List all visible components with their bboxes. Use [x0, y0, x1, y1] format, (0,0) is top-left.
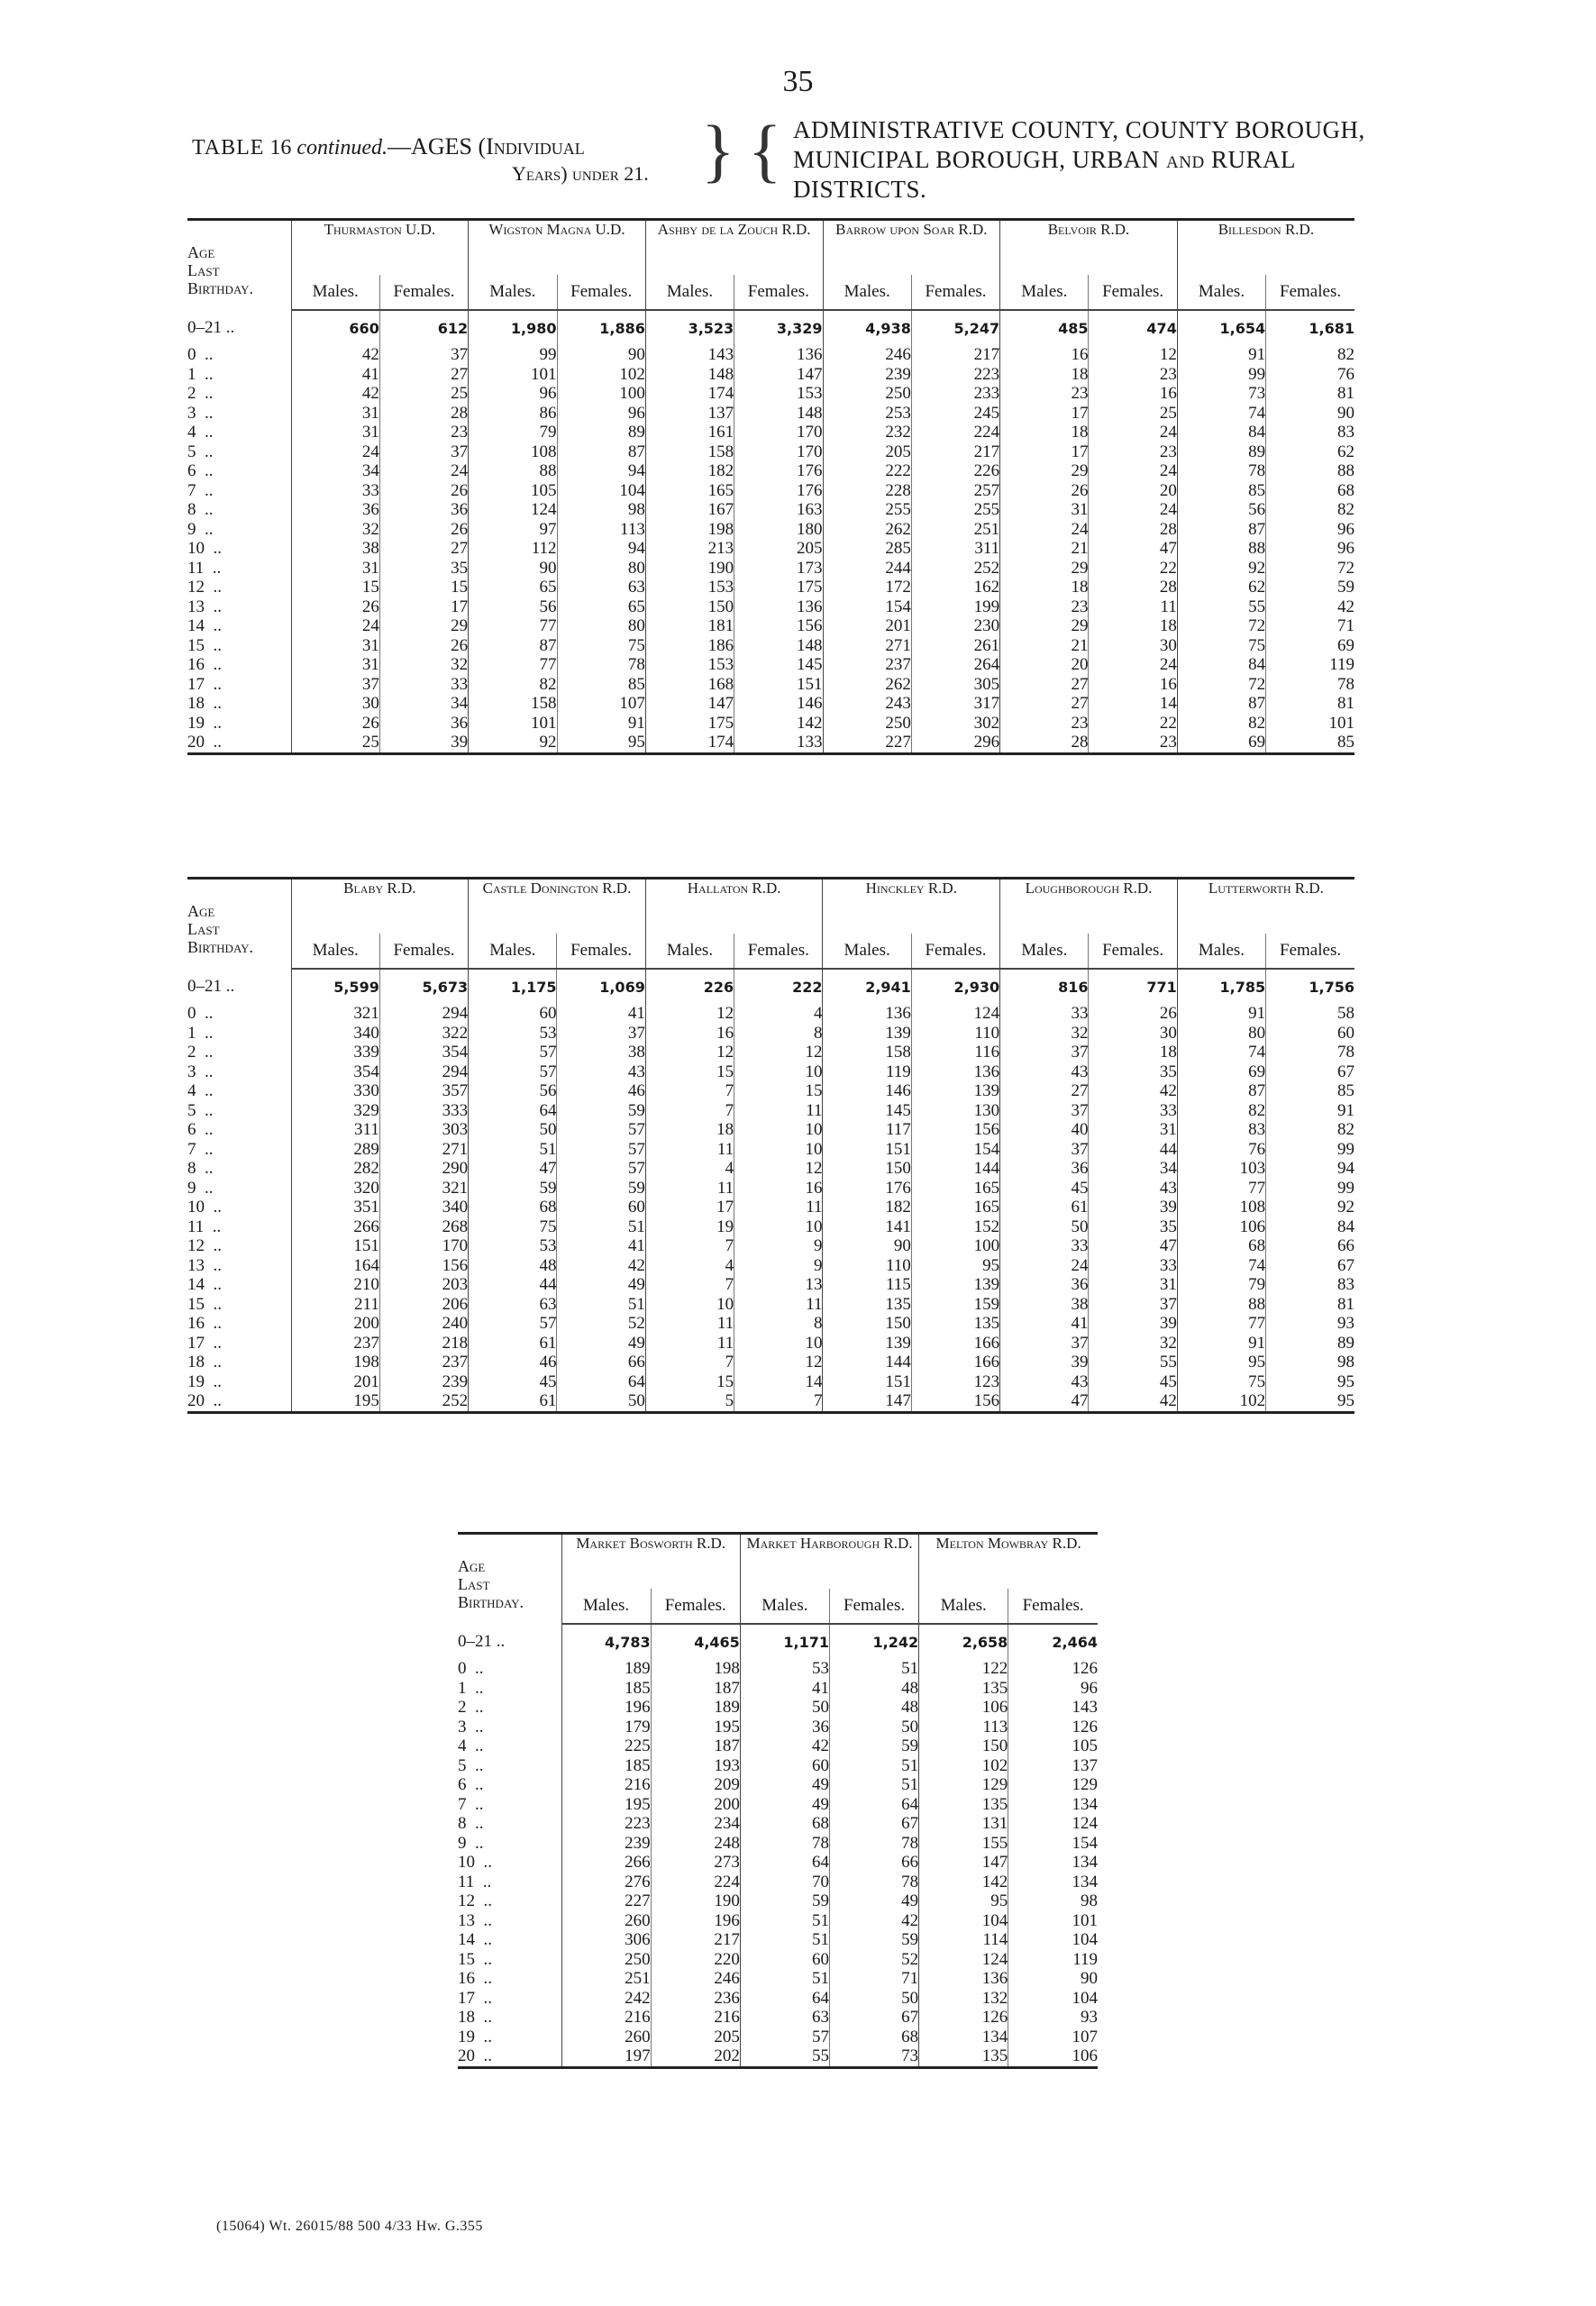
males-values: 189 185 196 179 225	[561, 1659, 651, 1756]
females-values: 12 23 16 25 24	[1089, 345, 1177, 442]
district-name: Belvoir R.D.	[1000, 220, 1178, 276]
age-header-line: Last	[458, 1574, 490, 1593]
subject-line-1: —AGES (Individual	[388, 133, 585, 160]
age-values: 20 ..	[187, 1391, 291, 1412]
males-header: Males.	[740, 1589, 829, 1624]
age-values: 0 .. 1 .. 2 .. 3 .. 4 ..	[187, 1004, 214, 1100]
males-values: 147	[823, 1391, 911, 1412]
females-values: 156	[911, 1391, 999, 1412]
total-females: 1,681	[1266, 310, 1354, 345]
females-header: Females.	[1266, 934, 1354, 969]
females-values: 124 110 116 136 139	[911, 1004, 999, 1101]
males-values: 5	[645, 1391, 734, 1412]
males-values: 108 88 105 124 97	[469, 442, 557, 540]
females-values: 4 8 12 10 15	[734, 1004, 823, 1101]
females-header: Females.	[1266, 275, 1354, 310]
females-header: Females.	[379, 934, 468, 969]
total-age-label: 0–21 ..	[187, 976, 235, 996]
males-values: 64 50 51 47 59	[469, 1101, 557, 1199]
total-males: 3,523	[645, 310, 734, 345]
males-values: 266 276 227 260 306	[561, 1853, 651, 1950]
age-header-line: Last	[187, 919, 220, 938]
males-values: 17 29 26 31 24	[1000, 442, 1089, 540]
females-header: Females.	[734, 934, 823, 969]
age-group-row	[458, 1950, 1098, 2047]
males-values: 24 34 33 36 32	[291, 442, 379, 540]
males-values: 33 32 37 43 27	[1000, 1004, 1089, 1101]
district-header-row	[187, 879, 1354, 934]
total-males: 226	[645, 969, 734, 1004]
females-values: 41 37 38 43 46	[557, 1004, 645, 1101]
females-values: 50	[557, 1391, 645, 1412]
males-values: 21 29 18 23 29	[1000, 539, 1089, 636]
males-values: 124 136 132 126 134	[919, 1950, 1008, 2047]
females-values: 82 76 81 90 83	[1266, 345, 1354, 442]
females-values: 134 134 98 101 104	[1008, 1853, 1098, 1950]
age-group-row	[187, 1101, 1354, 1199]
age-values: 10 .. 11 .. 12 .. 13 .. 14 ..	[187, 1198, 222, 1294]
females-values: 39 35 47 33 31	[1089, 1198, 1177, 1295]
females-values: 81 93 89 98 95	[1266, 1295, 1354, 1392]
males-header: Males.	[469, 934, 557, 969]
subject-line-2: Years) under 21.	[512, 162, 649, 185]
age-table-1	[187, 218, 1354, 755]
males-header: Males.	[823, 275, 911, 310]
females-values: 252	[379, 1391, 468, 1412]
females-values: 90 102 100 96 89	[557, 345, 645, 442]
females-values: 193 209 200 234 248	[651, 1756, 740, 1854]
females-values: 58 60 78 67 85	[1266, 1004, 1354, 1101]
total-males: 485	[1000, 310, 1089, 345]
females-values: 66 78 49 42 59	[829, 1853, 918, 1950]
printer-imprint: (15064) Wt. 26015/88 500 4/33 Hw. G.355	[216, 2219, 483, 2234]
females-values: 198 187 189 195 187	[651, 1659, 740, 1756]
females-values: 91 82 99 94 99	[1266, 1101, 1354, 1199]
males-values: 182 141 90 110 115	[823, 1198, 911, 1295]
district-name: Market Bosworth R.D.	[561, 1534, 740, 1590]
page-number: 35	[782, 65, 814, 98]
age-values: 0 .. 1 .. 2 .. 3 .. 4 ..	[458, 1659, 484, 1755]
females-values: 7	[734, 1391, 823, 1412]
total-males: 4,783	[561, 1624, 651, 1659]
males-values: 63 57 61 46 45	[469, 1295, 557, 1392]
total-males: 2,658	[919, 1624, 1008, 1659]
age-group-row	[187, 345, 1354, 442]
females-values: 136 147 153 148 170	[734, 345, 823, 442]
total-females: 771	[1089, 969, 1177, 1004]
males-values: 112 90 65 56 77	[469, 539, 557, 636]
males-values: 42 41 42 31 31	[291, 345, 379, 442]
females-values: 26 30 18 35 42	[1089, 1004, 1177, 1101]
females-values: 37 27 25 28 23	[379, 345, 468, 442]
males-values: 60 53 57 57 56	[469, 1004, 557, 1101]
males-values: 329 311 289 282 320	[291, 1101, 379, 1199]
males-values: 31 31 37 30 26	[291, 636, 379, 734]
males-header: Males.	[469, 275, 557, 310]
males-values: 16 18 23 17 18	[1000, 345, 1089, 442]
females-values: 148 145 151 146 142	[734, 636, 823, 734]
females-header: Females.	[557, 275, 645, 310]
females-values: 94 80 63 65 80	[557, 539, 645, 636]
total-females: 222	[734, 969, 823, 1004]
table-label: TABLE	[192, 136, 265, 160]
females-values: 96 72 59 42 71	[1266, 539, 1354, 636]
females-values: 170 176 176 163 180	[734, 442, 823, 540]
males-values: 38 31 15 26 24	[291, 539, 379, 636]
females-values: 87 94 104 98 113	[557, 442, 645, 540]
females-values: 133	[734, 733, 823, 753]
females-values: 202	[651, 2046, 740, 2067]
age-values: 10 .. 11 .. 12 .. 13 .. 14 ..	[458, 1853, 492, 1949]
age-header-line: Birthday.	[458, 1592, 524, 1611]
age-table-3	[458, 1532, 1098, 2069]
males-values: 143 148 174 137 161	[645, 345, 734, 442]
males-header: Males.	[291, 934, 379, 969]
males-values: 122 135 106 113 150	[919, 1659, 1008, 1756]
district-name: Thurmaston U.D.	[291, 220, 469, 276]
age-column-header	[458, 1534, 561, 1625]
age-group-row	[187, 442, 1354, 540]
females-values: 119 90 104 93 107	[1008, 1950, 1098, 2047]
females-values: 333 303 271 290 321	[379, 1101, 468, 1199]
males-values: 69	[1177, 733, 1265, 753]
females-values: 106	[1008, 2046, 1098, 2067]
total-females: 2,464	[1008, 1624, 1098, 1659]
females-values: 296	[911, 733, 999, 753]
females-values: 273 224 190 196 217	[651, 1853, 740, 1950]
males-values: 61	[469, 1391, 557, 1412]
males-header: Males.	[1177, 275, 1265, 310]
males-values: 246 239 250 253 232	[823, 345, 911, 442]
district-name: Loughborough R.D.	[1000, 879, 1178, 934]
females-values: 39	[379, 733, 468, 753]
females-values: 47 22 28 11 18	[1089, 539, 1177, 636]
age-values: 15 .. 16 .. 17 .. 18 .. 19 ..	[458, 1949, 492, 2046]
age-header-line: Last	[187, 260, 220, 279]
females-values: 26 32 33 34 36	[379, 636, 468, 734]
males-values: 285 244 172 154 201	[823, 539, 911, 636]
males-header: Males.	[1000, 934, 1089, 969]
females-values: 137 129 134 124 154	[1008, 1756, 1098, 1854]
age-group-row	[458, 1756, 1098, 1854]
total-females: 5,247	[911, 310, 999, 345]
males-values: 55	[740, 2046, 829, 2067]
females-values: 69 119 78 81 101	[1266, 636, 1354, 734]
district-name: Billesdon R.D.	[1177, 220, 1354, 276]
males-values: 136 139 158 119 146	[823, 1004, 911, 1101]
district-name: Hallaton R.D.	[645, 879, 823, 934]
age-group-row	[458, 1853, 1098, 1950]
females-values: 23	[1089, 733, 1177, 753]
total-females: 612	[379, 310, 468, 345]
males-values: 82 83 76 103 77	[1177, 1101, 1265, 1199]
males-values: 227	[823, 733, 911, 753]
males-values: 135 150 139 144 151	[823, 1295, 911, 1392]
total-males: 816	[1000, 969, 1089, 1004]
females-values: 217 223 233 245 224	[911, 345, 999, 442]
females-values: 51 52 49 66 64	[557, 1295, 645, 1392]
total-males: 5,599	[291, 969, 379, 1004]
females-values: 85	[1266, 733, 1354, 753]
males-values: 185 216 195 223 239	[561, 1756, 651, 1854]
continued-label: continued.	[296, 136, 388, 160]
total-males: 1,175	[469, 969, 557, 1004]
females-header: Females.	[829, 1589, 918, 1624]
males-values: 37 40 37 36 45	[1000, 1101, 1089, 1199]
females-header: Females.	[1008, 1589, 1098, 1624]
males-values: 60 49 49 68 78	[740, 1756, 829, 1854]
total-females: 1,756	[1266, 969, 1354, 1004]
males-values: 158 182 165 167 198	[645, 442, 734, 540]
males-values: 28	[1000, 733, 1089, 753]
area-line-2: MUNICIPAL BOROUGH, URBAN and RURAL	[793, 146, 1296, 173]
total-males: 1,980	[469, 310, 557, 345]
females-values: 51 51 64 67 78	[829, 1756, 918, 1854]
males-header: Males.	[1177, 934, 1265, 969]
age-header-line: Birthday.	[187, 937, 254, 956]
females-header: Females.	[1089, 275, 1177, 310]
males-values: 135	[919, 2046, 1008, 2067]
females-header: Females.	[911, 275, 999, 310]
total-males: 1,654	[1177, 310, 1265, 345]
females-values: 126 96 143 126 105	[1008, 1659, 1098, 1756]
district-name: Wigston Magna U.D.	[469, 220, 646, 276]
age-values: 20 ..	[187, 733, 291, 753]
district-header-row	[458, 1534, 1098, 1590]
left-brace: {	[748, 111, 782, 189]
age-column-header	[187, 879, 291, 970]
total-row	[187, 310, 1354, 345]
males-values: 53 41 50 36 42	[740, 1659, 829, 1756]
district-header-row	[187, 220, 1354, 276]
females-values: 11 8 10 12 14	[734, 1295, 823, 1392]
district-name: Castle Donington R.D.	[469, 879, 646, 934]
district-name: Lutterworth R.D.	[1177, 879, 1354, 934]
females-header: Females.	[557, 934, 645, 969]
total-row	[458, 1624, 1098, 1659]
age-values: 5 .. 6 .. 7 .. 8 .. 9 ..	[458, 1755, 484, 1853]
males-values: 47	[1000, 1391, 1089, 1412]
males-values: 10 11 11 7 15	[645, 1295, 734, 1392]
males-values: 351 266 151 164 210	[291, 1198, 379, 1295]
total-age-label: 0–21 ..	[458, 1631, 506, 1651]
males-values: 108 106 68 74 79	[1177, 1198, 1265, 1295]
females-values: 11 10 10 12 16	[734, 1101, 823, 1199]
total-males: 1,171	[740, 1624, 829, 1659]
males-values: 88 92 62 55 72	[1177, 539, 1265, 636]
table-title	[192, 133, 649, 185]
males-values: 174	[645, 733, 734, 753]
total-age-label: 0–21 ..	[187, 317, 235, 337]
males-header: Males.	[561, 1589, 651, 1624]
age-group-row	[187, 539, 1354, 636]
females-values: 217 226 257 255 251	[911, 442, 999, 540]
area-heading	[793, 115, 1365, 205]
age-values: 10 .. 11 .. 12 .. 13 .. 14 ..	[187, 539, 222, 635]
total-females: 3,329	[734, 310, 823, 345]
age-header-line: Age	[458, 1556, 486, 1575]
females-values: 73	[829, 2046, 918, 2067]
females-values: 60 51 41 42 49	[557, 1198, 645, 1295]
sex-header-row	[187, 934, 1354, 969]
males-values: 91 80 74 69 87	[1177, 1004, 1265, 1101]
males-values: 195	[291, 1391, 379, 1412]
total-females: 474	[1089, 310, 1177, 345]
females-values: 62 88 68 82 96	[1266, 442, 1354, 540]
males-values: 147 142 95 104 114	[919, 1853, 1008, 1950]
age-header-line: Age	[187, 242, 215, 261]
females-values: 340 268 170 156 203	[379, 1198, 468, 1295]
females-values: 220 246 236 216 205	[651, 1950, 740, 2047]
table-number: 16	[269, 136, 292, 160]
males-values: 211 200 237 198 201	[291, 1295, 379, 1392]
females-values: 206 240 218 237 239	[379, 1295, 468, 1392]
males-header: Males.	[823, 934, 911, 969]
age-group-row	[187, 1004, 1354, 1101]
females-values: 165 152 100 95 139	[911, 1198, 999, 1295]
total-row	[187, 969, 1354, 1004]
district-name: Barrow upon Soar R.D.	[823, 220, 1000, 276]
area-line-1: ADMINISTRATIVE COUNTY, COUNTY BOROUGH,	[793, 116, 1365, 143]
males-values: 12 16 12 15 7	[645, 1004, 734, 1101]
males-values: 88 77 91 95 75	[1177, 1295, 1265, 1392]
age-header-line: Birthday.	[187, 278, 254, 297]
age-group-row	[187, 733, 1354, 753]
males-values: 7 18 11 4 11	[645, 1101, 734, 1199]
males-values: 102 129 135 131 155	[919, 1756, 1008, 1854]
females-values: 37 39 32 55 45	[1089, 1295, 1177, 1392]
males-values: 145 117 151 150 176	[823, 1101, 911, 1199]
females-header: Females.	[651, 1589, 740, 1624]
males-header: Males.	[1000, 275, 1089, 310]
females-values: 52 71 50 67 68	[829, 1950, 918, 2047]
females-values: 92 84 66 67 83	[1266, 1198, 1354, 1295]
age-values: 0 .. 1 .. 2 .. 3 .. 4 ..	[187, 345, 214, 442]
females-header: Females.	[379, 275, 468, 310]
age-values: 5 .. 6 .. 7 .. 8 .. 9 ..	[187, 1100, 214, 1198]
males-values: 197	[561, 2046, 651, 2067]
males-values: 99 101 96 86 79	[469, 345, 557, 442]
females-header: Females.	[911, 934, 999, 969]
females-header: Females.	[1089, 934, 1177, 969]
males-values: 87 77 82 158 101	[469, 636, 557, 734]
males-values: 91 99 73 74 84	[1177, 345, 1265, 442]
males-header: Males.	[645, 934, 734, 969]
females-values: 261 264 305 317 302	[911, 636, 999, 734]
males-values: 321 340 339 354 330	[291, 1004, 379, 1101]
females-values: 42	[1089, 1391, 1177, 1412]
district-name: Hinckley R.D.	[823, 879, 1000, 934]
males-values: 250 251 242 216 260	[561, 1950, 651, 2047]
females-values: 51 48 48 50 59	[829, 1659, 918, 1756]
males-values: 17 19 7 4 7	[645, 1198, 734, 1295]
total-females: 1,886	[557, 310, 645, 345]
females-values: 159 135 166 166 123	[911, 1295, 999, 1392]
females-values: 130 156 154 144 165	[911, 1101, 999, 1199]
sex-header-row	[187, 275, 1354, 310]
males-values: 38 41 37 39 43	[1000, 1295, 1089, 1392]
males-values: 61 50 33 24 36	[1000, 1198, 1089, 1295]
total-males: 660	[291, 310, 379, 345]
females-values: 95	[1266, 1391, 1354, 1412]
females-values: 59 57 57 57 59	[557, 1101, 645, 1199]
total-females: 5,673	[379, 969, 468, 1004]
district-name: Market Harborough R.D.	[740, 1534, 918, 1590]
males-values: 68 75 53 48 44	[469, 1198, 557, 1295]
males-values: 271 237 262 243 250	[823, 636, 911, 734]
age-values: 15 .. 16 .. 17 .. 18 .. 19 ..	[187, 635, 222, 733]
females-values: 23 24 20 24 28	[1089, 442, 1177, 540]
females-values: 33 31 44 34 43	[1089, 1101, 1177, 1199]
total-females: 2,930	[911, 969, 999, 1004]
males-header: Males.	[291, 275, 379, 310]
area-line-3: DISTRICTS.	[793, 176, 927, 203]
females-values: 205 173 175 136 156	[734, 539, 823, 636]
females-values: 37 24 26 36 26	[379, 442, 468, 540]
males-values: 186 153 168 147 175	[645, 636, 734, 734]
age-group-row	[187, 1391, 1354, 1412]
right-brace: }	[701, 111, 735, 189]
age-column-header	[187, 220, 291, 311]
females-values: 11 10 9 9 13	[734, 1198, 823, 1295]
total-males: 4,938	[823, 310, 911, 345]
females-values: 75 78 85 107 91	[557, 636, 645, 734]
females-values: 27 35 15 17 29	[379, 539, 468, 636]
age-values: 20 ..	[458, 2046, 561, 2067]
males-values: 89 78 85 56 87	[1177, 442, 1265, 540]
total-males: 1,785	[1177, 969, 1265, 1004]
district-name: Melton Mowbray R.D.	[919, 1534, 1098, 1590]
males-values: 102	[1177, 1391, 1265, 1412]
males-values: 92	[469, 733, 557, 753]
age-group-row	[187, 1198, 1354, 1295]
age-values: 5 .. 6 .. 7 .. 8 .. 9 ..	[187, 442, 214, 539]
males-values: 75 84 72 87 82	[1177, 636, 1265, 734]
males-header: Males.	[919, 1589, 1008, 1624]
males-values: 25	[291, 733, 379, 753]
age-values: 15 .. 16 .. 17 .. 18 .. 19 ..	[187, 1294, 222, 1391]
females-values: 30 24 16 14 22	[1089, 636, 1177, 734]
males-values: 64 70 59 51 51	[740, 1853, 829, 1950]
females-values: 95	[557, 733, 645, 753]
total-females: 1,242	[829, 1624, 918, 1659]
age-group-row	[458, 2046, 1098, 2067]
district-name: Blaby R.D.	[291, 879, 469, 934]
age-group-row	[187, 1295, 1354, 1392]
females-values: 294 322 354 294 357	[379, 1004, 468, 1101]
age-group-row	[187, 636, 1354, 734]
age-header-line: Age	[187, 901, 215, 920]
males-header: Males.	[645, 275, 734, 310]
age-group-row	[458, 1659, 1098, 1756]
males-values: 205 222 228 255 262	[823, 442, 911, 540]
males-values: 213 190 153 150 181	[645, 539, 734, 636]
females-values: 311 252 162 199 230	[911, 539, 999, 636]
females-header: Females.	[734, 275, 823, 310]
age-table-2	[187, 877, 1354, 1414]
total-females: 4,465	[651, 1624, 740, 1659]
males-values: 60 51 64 63 57	[740, 1950, 829, 2047]
total-males: 2,941	[823, 969, 911, 1004]
district-name: Ashby de la Zouch R.D.	[645, 220, 823, 276]
males-values: 21 20 27 27 23	[1000, 636, 1089, 734]
total-females: 1,069	[557, 969, 645, 1004]
